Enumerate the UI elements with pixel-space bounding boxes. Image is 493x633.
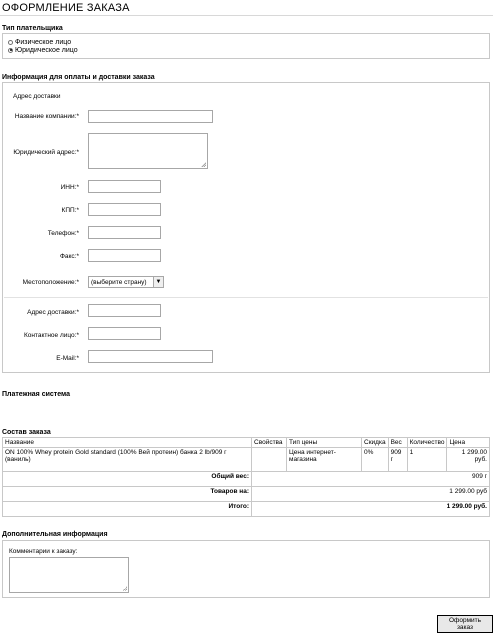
chevron-down-icon[interactable]: ▼: [153, 277, 163, 287]
item-discount: 0%: [362, 448, 389, 472]
item-price-type: Цена интернет-магазина: [287, 448, 362, 472]
additional-info-title: Дополнительная информация: [2, 531, 108, 538]
kpp-label: КПП:*: [61, 207, 79, 214]
delivery-address-input[interactable]: [88, 304, 161, 317]
company-label: Название компании:*: [14, 113, 79, 120]
comment-textarea[interactable]: [9, 557, 129, 593]
totals-row: [3, 487, 490, 502]
delivery-info-box: [2, 82, 490, 373]
kpp-input[interactable]: [88, 203, 161, 216]
delivery-address-label: Адрес доставки:*: [27, 309, 79, 316]
payer-option-legal[interactable]: [8, 46, 78, 54]
item-price: 1 299.00 руб.: [447, 448, 490, 472]
additional-info-box: [2, 540, 490, 598]
goods-total-value: 1 299.00 руб: [252, 487, 490, 502]
col-header-weight: Вес: [388, 438, 407, 448]
payer-option-individual[interactable]: [8, 38, 71, 46]
location-label: Местоположение:*: [22, 279, 79, 286]
comment-label: Комментарии к заказу:: [9, 548, 78, 555]
resize-grip-icon[interactable]: [122, 586, 127, 591]
submit-order-button[interactable]: Оформить заказ: [437, 615, 493, 633]
location-select[interactable]: [88, 276, 164, 288]
inn-input[interactable]: [88, 180, 161, 193]
payer-type-title: Тип плательщика: [2, 25, 63, 32]
legal-address-textarea[interactable]: [88, 133, 208, 169]
payer-option-label: Юридическое лицо: [15, 46, 78, 54]
item-weight: 909 г: [388, 448, 407, 472]
phone-input[interactable]: [88, 226, 161, 239]
inn-label: ИНН:*: [60, 184, 79, 191]
contact-person-label: Контактное лицо:*: [23, 332, 79, 339]
resize-grip-icon[interactable]: [201, 162, 206, 167]
phone-label: Телефон:*: [47, 230, 79, 237]
order-table: [2, 437, 490, 517]
payer-type-box: [2, 33, 490, 59]
item-qty: 1: [407, 448, 447, 472]
section-divider: [4, 297, 488, 298]
order-title: Состав заказа: [2, 429, 51, 436]
contact-person-input[interactable]: [88, 327, 161, 340]
grand-total-value: 1 299.00 руб.: [252, 502, 490, 517]
title-divider: [0, 15, 493, 16]
payment-system-title: Платежная система: [2, 391, 71, 398]
col-header-qty: Количество: [407, 438, 447, 448]
email-input[interactable]: [88, 350, 213, 363]
order-header-row: [3, 438, 490, 448]
col-header-discount: Скидка: [362, 438, 389, 448]
table-row: [3, 448, 490, 472]
col-header-props: Свойства: [252, 438, 287, 448]
item-props: [252, 448, 287, 472]
col-header-price-type: Тип цены: [287, 438, 362, 448]
totals-row: [3, 472, 490, 487]
company-input[interactable]: [88, 110, 213, 123]
radio-legal[interactable]: [8, 48, 13, 53]
delivery-subtitle: Адрес доставки: [13, 93, 61, 100]
col-header-price: Цена: [447, 438, 490, 448]
fax-input[interactable]: [88, 249, 161, 262]
payer-option-label: Физическое лицо: [15, 38, 72, 46]
grand-total-label: Итого:: [3, 502, 252, 517]
delivery-info-title: Информация для оплаты и доставки заказа: [2, 74, 155, 81]
total-weight-value: 909 г: [252, 472, 490, 487]
legal-address-label: Юридический адрес:*: [13, 149, 79, 156]
fax-label: Факс:*: [59, 253, 79, 260]
location-select-value: (выберите страну): [91, 278, 147, 286]
totals-row: [3, 502, 490, 517]
item-name: ON 100% Whey protein Gold standard (100% Вей протеин) банка 2 lb/909 г (ваниль): [3, 448, 252, 472]
email-label: E-Mail:*: [56, 355, 79, 362]
page-title: ОФОРМЛЕНИЕ ЗАКАЗА: [2, 2, 130, 14]
total-weight-label: Общий вес:: [3, 472, 252, 487]
col-header-name: Название: [3, 438, 252, 448]
radio-individual[interactable]: [8, 40, 13, 45]
goods-total-label: Товаров на:: [3, 487, 252, 502]
